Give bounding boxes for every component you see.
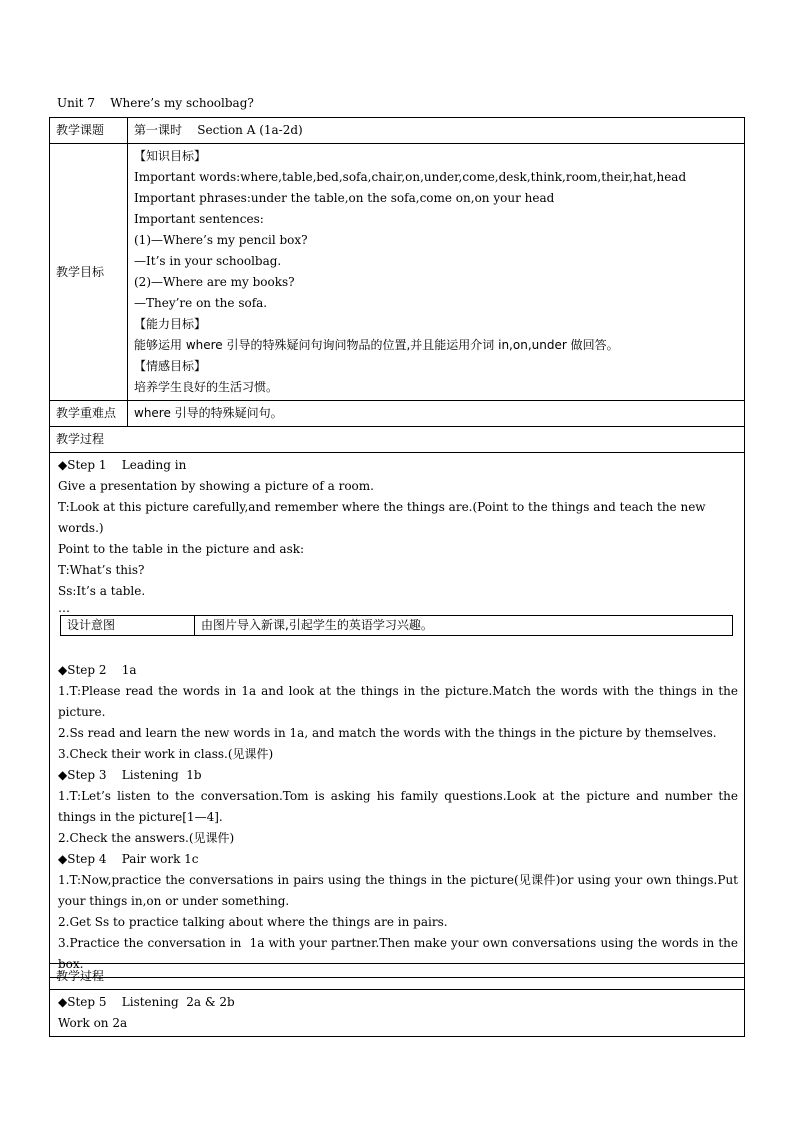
continuation-line: Work on 2a — [58, 1016, 128, 1030]
objective-line: 能够运用 where 引导的特殊疑问句询问物品的位置,并且能运用介词 in,on,under 做回答。 — [134, 338, 619, 352]
objectives-cell — [128, 144, 745, 401]
process-header-row — [50, 427, 745, 453]
objective-line: Important sentences: — [134, 212, 264, 226]
design-intent-table — [60, 615, 733, 636]
process-line: 1.T:Please read the words in 1a and look at the things in the picture.Match the words with the things in the picture. — [58, 684, 742, 719]
process-row — [50, 453, 745, 978]
process-line: ◆Step 2 1a — [58, 663, 137, 677]
process-line: 2.Get Ss to practice talking about where the things are in pairs. — [58, 915, 448, 929]
process-line: 2.Check the answers.(见课件) — [58, 831, 235, 845]
design-intent-value: 由图片导入新课,引起学生的英语学习兴趣。 — [195, 616, 733, 636]
process-line: ◆Step 4 Pair work 1c — [58, 852, 199, 866]
objective-line: 【知识目标】 — [134, 149, 207, 163]
objective-line: (1)—Where’s my pencil box? — [134, 233, 308, 247]
topic-row — [50, 118, 745, 144]
objective-line: 【情感目标】 — [134, 359, 207, 373]
process-line: 1.T:Let’s listen to the conversation.Tom is asking his family questions.Look at the picture and number the things in the picture[1—4]. — [58, 789, 738, 824]
process-cell — [50, 453, 745, 978]
process-line: 3.Check their work in class.(见课件) — [58, 747, 274, 761]
process-line: Ss:It’s a table. — [58, 584, 146, 598]
objective-line: Important words:where,table,bed,sofa,chair,on,under,come,desk,think,room,their,hat,head — [134, 170, 687, 184]
process-line: Point to the table in the picture and ask: — [58, 542, 305, 556]
page-title: Unit 7 Where’s my schoolbag? — [57, 96, 254, 110]
process-line: T:What’s this? — [58, 563, 145, 577]
objectives-row — [50, 144, 745, 401]
process-line: … — [58, 601, 70, 615]
continuation-line: ◆Step 5 Listening 2a & 2b — [58, 995, 235, 1009]
objective-line: 【能力目标】 — [134, 317, 207, 331]
spacer — [58, 639, 738, 660]
difficulty-label: 教学重难点 — [50, 401, 128, 427]
process-line: ◆Step 3 Listening 1b — [58, 768, 202, 782]
topic-value: 第一课时 Section A (1a-2d) — [128, 118, 745, 144]
process-line: T:Look at this picture carefully,and remember where the things are.(Point to the things and teach the new words.) — [58, 500, 710, 535]
continuation-table — [49, 963, 745, 1037]
continuation-process-label: 教学过程 — [50, 964, 745, 990]
objective-line: —They’re on the sofa. — [134, 296, 268, 310]
objective-line: 培养学生良好的生活习惯。 — [134, 380, 279, 394]
process-line: ◆Step 1 Leading in — [58, 458, 187, 472]
topic-label: 教学课题 — [50, 118, 128, 144]
continuation-header-row — [50, 964, 745, 990]
objective-line: Important phrases:under the table,on the sofa,come on,on your head — [134, 191, 555, 205]
difficulty-value: where 引导的特殊疑问句。 — [128, 401, 745, 427]
process-line: 1.T:Now,practice the conversations in pairs using the things in the picture(见课件)or using your own things.Put your things in,on or under something. — [58, 873, 738, 908]
continuation-row — [50, 990, 745, 1037]
design-intent-label: 设计意图 — [61, 616, 195, 636]
process-label: 教学过程 — [50, 427, 745, 453]
objective-line: —It’s in your schoolbag. — [134, 254, 282, 268]
process-line: 2.Ss read and learn the new words in 1a, and match the words with the things in the picture by themselves. — [58, 726, 717, 740]
continuation-cell — [50, 990, 745, 1037]
objectives-label: 教学目标 — [50, 144, 128, 401]
lesson-plan-table — [49, 117, 745, 978]
objective-line: (2)—Where are my books? — [134, 275, 295, 289]
process-line: 3.Practice the conversation in 1a with your partner.Then make your own conversations using the words in the box. — [58, 936, 742, 971]
difficulty-row — [50, 401, 745, 427]
process-line: Give a presentation by showing a picture of a room. — [58, 479, 374, 493]
